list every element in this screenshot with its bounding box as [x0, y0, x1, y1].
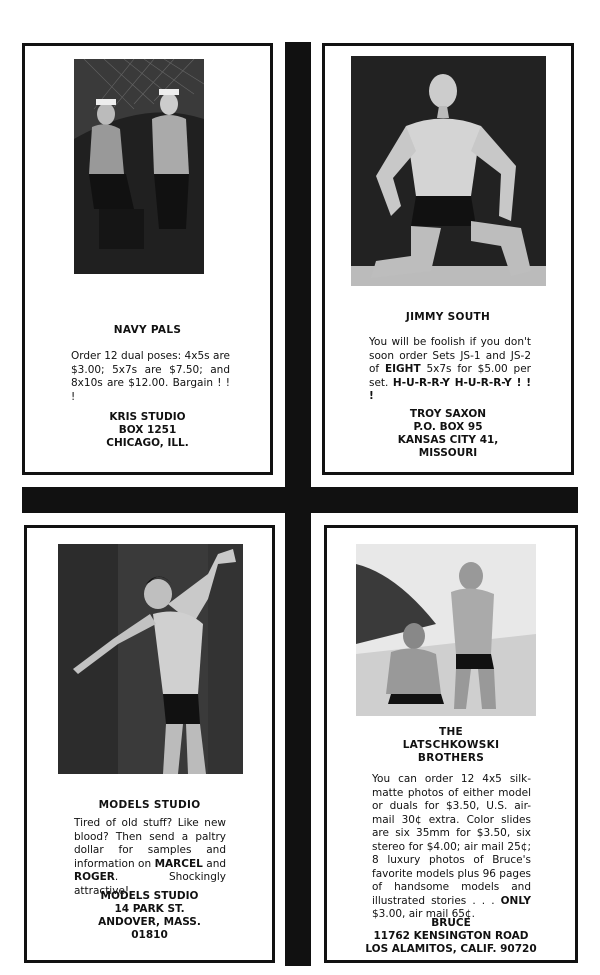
- body-text-emphasis: ROGER: [74, 871, 115, 883]
- address-line: TROY SAXON: [409, 408, 487, 420]
- ad-title: NAVY PALS: [113, 324, 182, 336]
- body-text-emphasis: EIGHT: [384, 363, 421, 375]
- photo-latschkowski-brothers: [356, 544, 536, 716]
- address-line: 11762 KENSINGTON ROAD: [373, 930, 529, 942]
- body-text-segment: 5x7s for $5.00 per set.: [369, 363, 531, 389]
- body-text-segment: $3.00, air mail 65¢.: [372, 908, 475, 920]
- photo-jimmy-south: [351, 56, 546, 286]
- address-line: ANDOVER, MASS.: [98, 916, 201, 928]
- body-text-emphasis: MARCEL: [154, 857, 203, 870]
- address-line: 01810: [131, 929, 168, 941]
- body-text-segment: Tired of old stuff? Like new blood? Then send a paltry dollar for samples and information on: [74, 817, 226, 870]
- ad-panel-models-studio: [24, 525, 275, 963]
- ad-body: Order 12 dual poses: 4x5s are $3.00; 5x7s are $7.50; and 8x10s are $12.00. Bargain ! ! !: [71, 350, 230, 403]
- horizontal-divider-bar: [22, 487, 578, 513]
- address-line: BRUCE: [431, 917, 471, 929]
- address-line: CHICAGO, ILL.: [106, 437, 189, 449]
- ad-address: [27, 890, 272, 942]
- ad-body: [372, 773, 531, 922]
- ad-body: [74, 817, 226, 898]
- address-line: 14 PARK ST.: [114, 903, 185, 915]
- ad-panel-jimmy-south: [322, 43, 574, 475]
- photo-models-studio: [58, 544, 243, 774]
- ad-title-line: THE: [438, 726, 464, 738]
- photo-navy-pals: [74, 59, 204, 274]
- ad-title: MODELS STUDIO: [98, 799, 201, 811]
- ad-address: [25, 411, 270, 450]
- body-text-segment: . Shockingly attractive!: [74, 871, 226, 897]
- body-text-emphasis: ONLY: [500, 894, 531, 907]
- ad-title: [327, 726, 575, 765]
- ad-panel-latschkowski-brothers: [324, 525, 578, 963]
- ad-address: [325, 408, 571, 460]
- ad-body: [369, 336, 531, 404]
- ad-title: JIMMY SOUTH: [405, 311, 491, 323]
- body-text-segment: You can order 12 4x5 silk-matte photos of either model or duals for $3.50, U.S. air-mail 30¢ extra. Color slides are six 35mm for $3.50, six stereo for $4.00; air mail 25¢; 8 luxury photos of Bruce's favorite models plus 96 pages of handsome models and illustrated stories . . .: [372, 773, 531, 907]
- address-line: KRIS STUDIO: [109, 411, 186, 423]
- body-text-emphasis: H-U-R-R-Y H-U-R-R-Y ! ! !: [369, 376, 531, 402]
- address-line: MISSOURI: [418, 447, 478, 459]
- address-line: MODELS STUDIO: [100, 890, 199, 902]
- body-text-segment: and: [202, 857, 227, 870]
- body-text-segment: You will be foolish if you don't soon order Sets JS-1 and JS-2 of: [369, 336, 531, 375]
- ad-panel-navy-pals: [22, 43, 273, 475]
- address-line: BOX 1251: [118, 424, 177, 436]
- address-line: LOS ALAMITOS, CALIF. 90720: [365, 943, 537, 955]
- address-line: P.O. BOX 95: [413, 421, 483, 433]
- ad-title-line: BROTHERS: [417, 752, 485, 764]
- address-line: KANSAS CITY 41,: [397, 434, 499, 446]
- ad-address: [327, 917, 575, 956]
- ad-title-line: LATSCHKOWSKI: [402, 739, 500, 751]
